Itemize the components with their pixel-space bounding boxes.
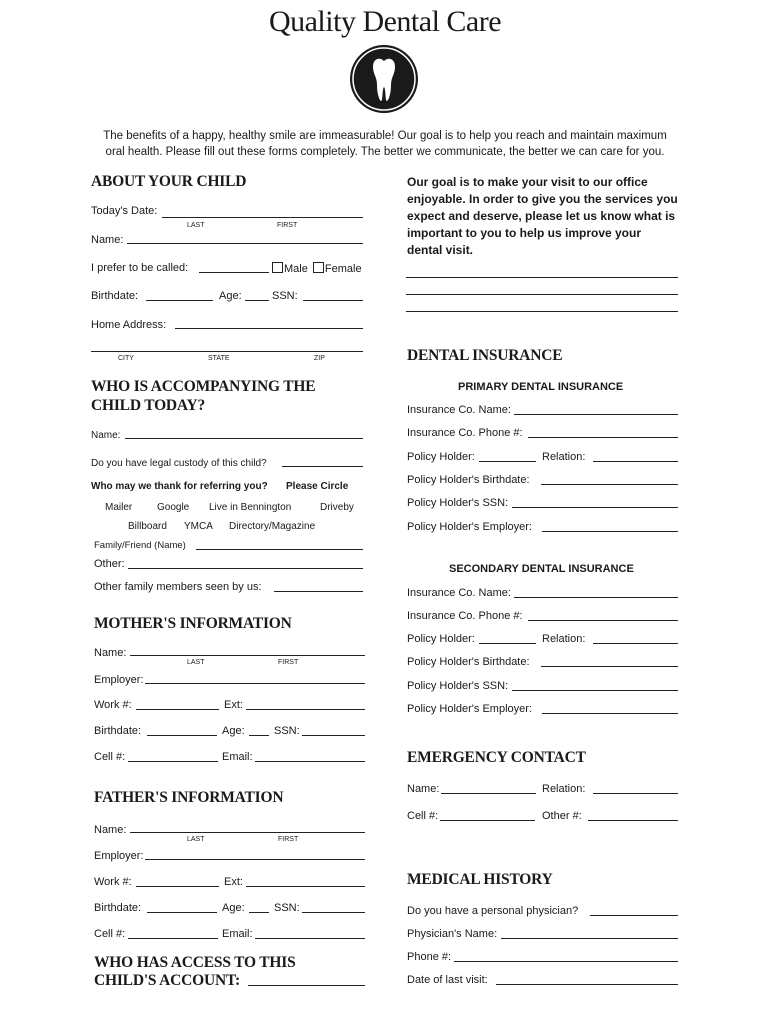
mother-work-label: Work #: (94, 699, 132, 711)
family-friend-field[interactable] (196, 549, 363, 550)
emergency-name-label: Name: (407, 783, 440, 795)
option-live-in-bennington[interactable]: Live in Bennington (209, 502, 292, 513)
option-billboard[interactable]: Billboard (128, 521, 167, 532)
father-heading: FATHER'S INFORMATION (94, 789, 284, 806)
medical-heading: MEDICAL HISTORY (407, 871, 553, 888)
father-ext-label: Ext: (224, 876, 243, 888)
father-last-caption: LAST (187, 836, 205, 843)
custody-label: Do you have legal custody of this child? (91, 458, 267, 469)
father-email-label: Email: (222, 928, 253, 940)
birthdate-field[interactable] (146, 300, 213, 301)
please-circle-label: Please Circle (286, 481, 349, 492)
mother-cell-field[interactable] (128, 761, 218, 762)
mother-name-label: Name: (94, 647, 127, 659)
intro-line: The benefits of a happy, healthy smile are immeasurable! Our goal is to help you reach and maintain maximum (103, 130, 667, 142)
home-address-field[interactable] (175, 328, 363, 329)
mother-age-field[interactable] (249, 735, 269, 736)
mother-employer-label: Employer: (94, 674, 144, 686)
secondary-relation-field[interactable] (593, 643, 678, 644)
goal-response-line-3[interactable] (406, 311, 678, 312)
male-checkbox[interactable] (272, 262, 283, 273)
father-birthdate-field[interactable] (147, 912, 217, 913)
emergency-name-field[interactable] (441, 793, 536, 794)
insurance-heading: DENTAL INSURANCE (407, 347, 563, 364)
mother-ssn-label: SSN: (274, 725, 300, 737)
referral-question: Who may we thank for referring you? (91, 481, 268, 492)
mother-last-caption: LAST (187, 659, 205, 666)
father-work-label: Work #: (94, 876, 132, 888)
form-title: Quality Dental Care (268, 5, 502, 38)
male-label: Male (284, 263, 308, 275)
mother-ext-field[interactable] (246, 709, 365, 710)
physician-question-field[interactable] (590, 915, 678, 916)
age-label: Age: (219, 290, 242, 302)
secondary-relation-label: Relation: (542, 633, 586, 645)
physician-name-label: Physician's Name: (407, 928, 498, 940)
other-label: Other: (94, 558, 125, 570)
ssn-label: SSN: (272, 290, 298, 302)
age-field[interactable] (245, 300, 269, 301)
mother-ext-label: Ext: (224, 699, 243, 711)
first-caption: FIRST (277, 222, 298, 229)
father-ssn-field[interactable] (302, 912, 365, 913)
todays-date-field[interactable] (162, 217, 363, 218)
family-friend-label: Family/Friend (Name) (94, 540, 186, 551)
father-name-field[interactable] (130, 832, 365, 833)
accompanying-name-label: Name: (91, 430, 121, 441)
secondary-holder-field[interactable] (479, 643, 536, 644)
secondary-holder-birthdate-field[interactable] (541, 666, 678, 667)
goal-response-line-1[interactable] (406, 277, 678, 278)
father-age-field[interactable] (249, 912, 269, 913)
mother-work-field[interactable] (136, 709, 219, 710)
other-field[interactable] (128, 568, 363, 569)
other-family-field[interactable] (274, 591, 363, 592)
physician-phone-label: Phone #: (407, 951, 452, 963)
primary-holder-field[interactable] (479, 461, 536, 462)
father-email-field[interactable] (255, 938, 365, 939)
emergency-other-label: Other #: (542, 810, 582, 822)
father-employer-field[interactable] (145, 859, 365, 860)
father-cell-field[interactable] (128, 938, 218, 939)
mother-birthdate-field[interactable] (147, 735, 217, 736)
option-mailer[interactable]: Mailer (105, 502, 133, 513)
tooth-icon (349, 43, 419, 115)
father-name-label: Name: (94, 824, 127, 836)
access-heading-line1: WHO HAS ACCESS TO THIS (94, 954, 296, 971)
secondary-holder-employer-field[interactable] (542, 713, 678, 714)
child-name-field[interactable] (127, 243, 363, 244)
primary-co-phone-label: Insurance Co. Phone #: (407, 427, 523, 439)
father-employer-label: Employer: (94, 850, 144, 862)
intro-line: oral health. Please fill out these forms completely. The better we communicate, the better we can care for you. (105, 146, 665, 158)
primary-holder-label: Policy Holder: (407, 451, 475, 463)
option-ymca[interactable]: YMCA (184, 521, 213, 532)
zip-caption: ZIP (314, 355, 325, 362)
goal-statement: Our goal is to make your visit to our office enjoyable. In order to give you the services you expect and deserve, please let us know what is important to you to help us improve your dental visit. (407, 175, 678, 257)
primary-relation-label: Relation: (542, 451, 586, 463)
emergency-heading: EMERGENCY CONTACT (407, 749, 586, 766)
secondary-co-name-label: Insurance Co. Name: (407, 587, 511, 599)
child-name-label: Name: (91, 234, 124, 246)
primary-holder-employer-label: Policy Holder's Employer: (407, 521, 532, 533)
primary-co-name-field[interactable] (514, 414, 678, 415)
prefer-label: I prefer to be called: (91, 262, 189, 274)
father-cell-label: Cell #: (94, 928, 126, 940)
todays-date-label: Today's Date: (91, 205, 158, 217)
father-ssn-label: SSN: (274, 902, 300, 914)
secondary-co-name-field[interactable] (514, 597, 678, 598)
access-field[interactable] (248, 985, 365, 986)
city-caption: CITY (118, 355, 134, 362)
primary-holder-birthdate-label: Policy Holder's Birthdate: (407, 474, 530, 486)
secondary-insurance-heading: SECONDARY DENTAL INSURANCE (449, 563, 634, 575)
option-driveby[interactable]: Driveby (320, 502, 354, 513)
secondary-holder-ssn-field[interactable] (512, 690, 678, 691)
primary-holder-birthdate-field[interactable] (541, 484, 678, 485)
ssn-field[interactable] (303, 300, 363, 301)
physician-name-field[interactable] (501, 938, 678, 939)
primary-co-name-label: Insurance Co. Name: (407, 404, 511, 416)
last-visit-field[interactable] (496, 984, 678, 985)
intro-text (0, 128, 770, 160)
mother-first-caption: FIRST (278, 659, 299, 666)
gender-options (270, 262, 362, 275)
state-caption: STATE (208, 355, 230, 362)
emergency-relation-field[interactable] (593, 793, 678, 794)
goal-response-line-2[interactable] (406, 294, 678, 295)
mother-age-label: Age: (222, 725, 245, 737)
option-directory-magazine[interactable]: Directory/Magazine (229, 521, 316, 532)
mother-email-field[interactable] (255, 761, 365, 762)
female-checkbox[interactable] (313, 262, 324, 273)
secondary-holder-birthdate-label: Policy Holder's Birthdate: (407, 656, 530, 668)
mother-birthdate-label: Birthdate: (94, 725, 142, 737)
mother-cell-label: Cell #: (94, 751, 126, 763)
emergency-other-field[interactable] (588, 820, 678, 821)
accompanying-name-field[interactable] (125, 438, 363, 439)
female-label: Female (324, 263, 362, 275)
about-child-heading: ABOUT YOUR CHILD (91, 173, 247, 190)
primary-holder-ssn-label: Policy Holder's SSN: (407, 497, 509, 509)
secondary-holder-label: Policy Holder: (407, 633, 475, 645)
city-state-zip-field[interactable] (91, 351, 363, 352)
mother-ssn-field[interactable] (302, 735, 365, 736)
accompanying-heading-line1: WHO IS ACCOMPANYING THE (91, 378, 316, 395)
access-heading-line2: CHILD'S ACCOUNT: (94, 972, 240, 989)
birthdate-label: Birthdate: (91, 290, 139, 302)
father-age-label: Age: (222, 902, 245, 914)
prefer-field[interactable] (199, 272, 269, 273)
mother-name-field[interactable] (130, 655, 365, 656)
primary-holder-ssn-field[interactable] (512, 507, 678, 508)
mother-employer-field[interactable] (145, 683, 365, 684)
accompanying-heading-line2: CHILD TODAY? (91, 397, 206, 414)
secondary-co-phone-field[interactable] (528, 620, 678, 621)
father-work-field[interactable] (136, 886, 219, 887)
custody-field[interactable] (282, 466, 363, 467)
father-birthdate-label: Birthdate: (94, 902, 142, 914)
option-google[interactable]: Google (157, 502, 190, 513)
primary-co-phone-field[interactable] (528, 437, 678, 438)
last-visit-label: Date of last visit: (407, 974, 488, 986)
secondary-holder-ssn-label: Policy Holder's SSN: (407, 680, 509, 692)
physician-question-label: Do you have a personal physician? (407, 905, 579, 917)
primary-relation-field[interactable] (593, 461, 678, 462)
secondary-co-phone-label: Insurance Co. Phone #: (407, 610, 523, 622)
primary-holder-employer-field[interactable] (542, 531, 678, 532)
mother-heading: MOTHER'S INFORMATION (94, 615, 292, 632)
emergency-cell-label: Cell #: (407, 810, 439, 822)
emergency-cell-field[interactable] (440, 820, 535, 821)
home-address-label: Home Address: (91, 319, 167, 331)
secondary-holder-employer-label: Policy Holder's Employer: (407, 703, 532, 715)
father-ext-field[interactable] (246, 886, 365, 887)
last-caption: LAST (187, 222, 205, 229)
physician-phone-field[interactable] (454, 961, 678, 962)
mother-email-label: Email: (222, 751, 253, 763)
father-first-caption: FIRST (278, 836, 299, 843)
other-family-label: Other family members seen by us: (94, 581, 262, 593)
primary-insurance-heading: PRIMARY DENTAL INSURANCE (458, 381, 624, 393)
emergency-relation-label: Relation: (542, 783, 586, 795)
